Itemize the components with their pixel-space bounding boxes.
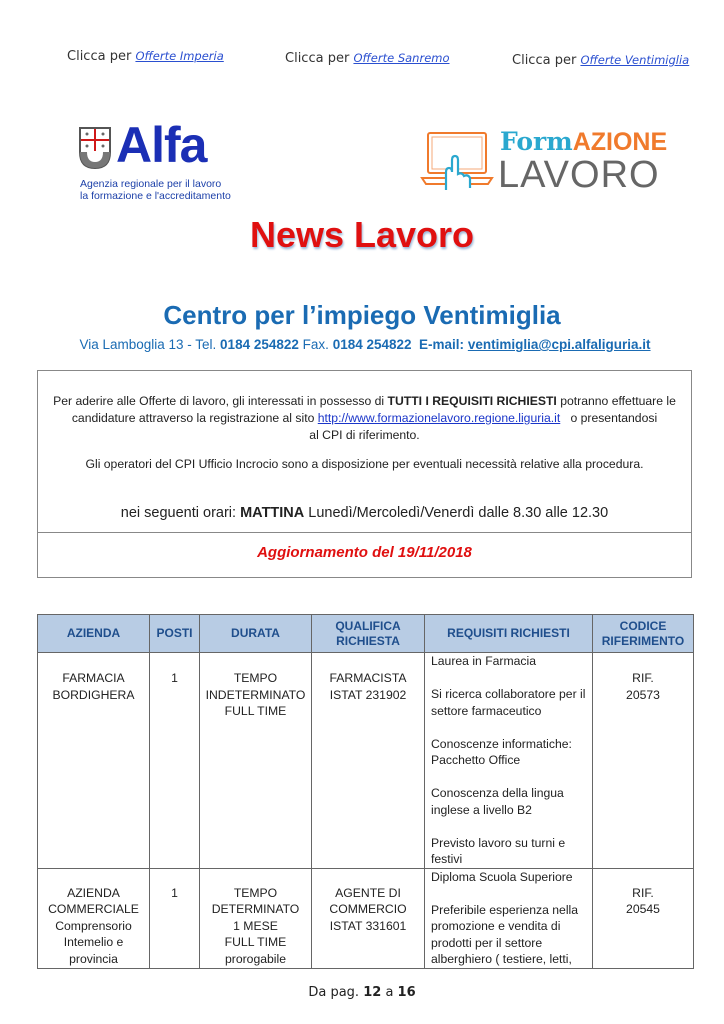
cell-line: Conoscenze informatiche:: [431, 736, 572, 751]
alfa-wordmark: Alfa: [116, 117, 207, 173]
update-date: Aggiornamento del 19/11/2018: [257, 544, 472, 561]
fax-label: Fax.: [302, 337, 329, 352]
cell-line: Intemelio e: [63, 935, 124, 949]
cell-line: ISTAT 331601: [329, 918, 407, 933]
info-paragraph-operators: Gli operatori del CPI Ufficio Incrocio sono a disposizione per eventuali necessità relative alla procedura.: [85, 457, 644, 471]
cell-requisiti: [425, 653, 593, 869]
header-posti: POSTI: [150, 615, 200, 653]
cell-line: BORDIGHERA: [52, 687, 135, 702]
cell-codice: [593, 653, 694, 869]
cell-line: prodotti per il settore: [431, 935, 543, 950]
cell-posti: 1: [150, 653, 200, 869]
lavoro-wordmark: LAVORO: [498, 154, 660, 196]
cell-line: COMMERCIALE: [48, 902, 139, 916]
header-azienda: AZIENDA: [38, 615, 150, 653]
top-link-prefix: Clicca per: [285, 51, 350, 66]
cell-line: promozione e vendita di: [431, 919, 561, 933]
offerte-sanremo-link[interactable]: Offerte Sanremo: [353, 51, 450, 65]
top-link-prefix: Clicca per: [67, 49, 132, 64]
cell-durata: [200, 653, 312, 869]
email-label: E-mail:: [419, 337, 465, 352]
table-header-row: [38, 615, 694, 653]
address-text: Via Lamboglia 13 - Tel.: [79, 337, 217, 352]
formazione-part1: Form: [500, 127, 573, 156]
fax-number: 0184 254822: [332, 337, 412, 352]
info-text: Per aderire alle Offerte di lavoro, gli interessati in possesso di: [53, 394, 385, 408]
cell-line: INDETERMINATO: [205, 687, 306, 702]
cell-line: settore farmaceutico: [431, 703, 542, 718]
cell-line: FULL TIME: [224, 935, 287, 949]
cell-line: COMMERCIO: [329, 902, 407, 916]
info-text: o presentandosi: [570, 411, 658, 425]
top-link-prefix: Clicca per: [512, 53, 577, 68]
phone-number: 0184 254822: [220, 337, 299, 352]
jobs-table: [37, 614, 694, 969]
cell-line: DETERMINATO: [211, 902, 300, 916]
cell-line: Preferibile esperienza nella: [431, 902, 579, 917]
header-qualifica: QUALIFICA RICHIESTA: [312, 615, 425, 653]
cell-line: inglese a livello B2: [431, 802, 532, 817]
cell-qualifica: [312, 653, 425, 869]
alfa-subtitle-line1: Agenzia regionale per il lavoro: [80, 178, 222, 190]
table-row: [38, 653, 694, 869]
footer-page-from: 12: [363, 985, 382, 1000]
cell-requisiti: [425, 868, 593, 968]
alfa-subtitle-line2: la formazione e l'accreditamento: [80, 190, 231, 202]
cell-line: 20573: [626, 687, 660, 702]
centro-title: Centro per l’impiego Ventimiglia: [163, 300, 561, 330]
offerte-imperia-link[interactable]: Offerte Imperia: [135, 49, 224, 63]
cell-posti: 1: [150, 868, 200, 968]
cell-line: Comprensorio: [55, 918, 132, 933]
cell-line: AGENTE DI: [335, 885, 401, 900]
cell-line: FARMACISTA: [329, 671, 407, 685]
cell-line: Pacchetto Office: [431, 753, 521, 767]
formazione-part2: AZIONE: [572, 128, 668, 156]
info-text: al CPI di riferimento.: [309, 428, 420, 442]
cell-line: TEMPO: [233, 885, 278, 900]
cell-line: AZIENDA: [67, 885, 120, 900]
cell-line: TEMPO: [233, 671, 278, 685]
cell-line: alberghiero ( testiere, letti,: [431, 952, 572, 966]
header-requisiti: REQUISITI RICHIESTI: [425, 615, 593, 653]
cell-durata: [200, 868, 312, 968]
footer-mid: a: [385, 985, 394, 1000]
formazionelavoro-link[interactable]: http://www.formazionelavoro.regione.liguria.it: [317, 411, 561, 425]
info-text: potranno effettuare le: [560, 394, 676, 408]
footer-page-to: 16: [397, 985, 416, 1000]
info-bold-requirements: TUTTI I REQUISITI RICHIESTI: [387, 394, 557, 408]
page-title: News Lavoro: [249, 214, 475, 255]
cell-line: Diploma Scuola Superiore: [431, 869, 573, 884]
offerte-ventimiglia-link[interactable]: Offerte Ventimiglia: [580, 53, 690, 67]
cell-line: Conoscenza della lingua: [431, 786, 564, 800]
cell-line: Si ricerca collaboratore per il: [431, 687, 586, 701]
hours-schedule: Lunedì/Mercoledì/Venerdì dalle 8.30 alle 12.30: [308, 505, 609, 521]
cell-line: Previsto lavoro su turni e: [431, 835, 566, 850]
cell-qualifica: [312, 868, 425, 968]
header-durata: DURATA: [200, 615, 312, 653]
cell-line: RIF.: [632, 671, 654, 685]
cell-line: FULL TIME: [224, 704, 287, 718]
cell-line: FARMACIA: [62, 671, 125, 685]
cell-line: 1 MESE: [233, 918, 278, 933]
hours-period: MATTINA: [240, 505, 305, 521]
cell-line: Laurea in Farmacia: [431, 654, 536, 668]
cell-line: festivi: [431, 852, 463, 866]
cell-line: provincia: [69, 951, 118, 966]
cell-azienda: [38, 868, 150, 968]
cell-azienda: [38, 653, 150, 869]
cell-line: RIF.: [632, 885, 654, 900]
header-codice: CODICE RIFERIMENTO: [593, 615, 694, 653]
cell-line: prorogabile: [225, 951, 286, 966]
page-range-footer: [0, 985, 724, 1000]
cell-line: 20545: [626, 902, 660, 916]
email-link[interactable]: ventimiglia@cpi.alfaliguria.it: [467, 337, 651, 352]
table-row: [38, 868, 694, 968]
info-text: candidature attraverso la registrazione al sito: [71, 411, 315, 425]
hours-label: nei seguenti orari:: [120, 505, 237, 521]
cell-line: ISTAT 231902: [329, 687, 407, 702]
cell-codice: [593, 868, 694, 968]
footer-prefix: Da pag.: [308, 985, 360, 1000]
